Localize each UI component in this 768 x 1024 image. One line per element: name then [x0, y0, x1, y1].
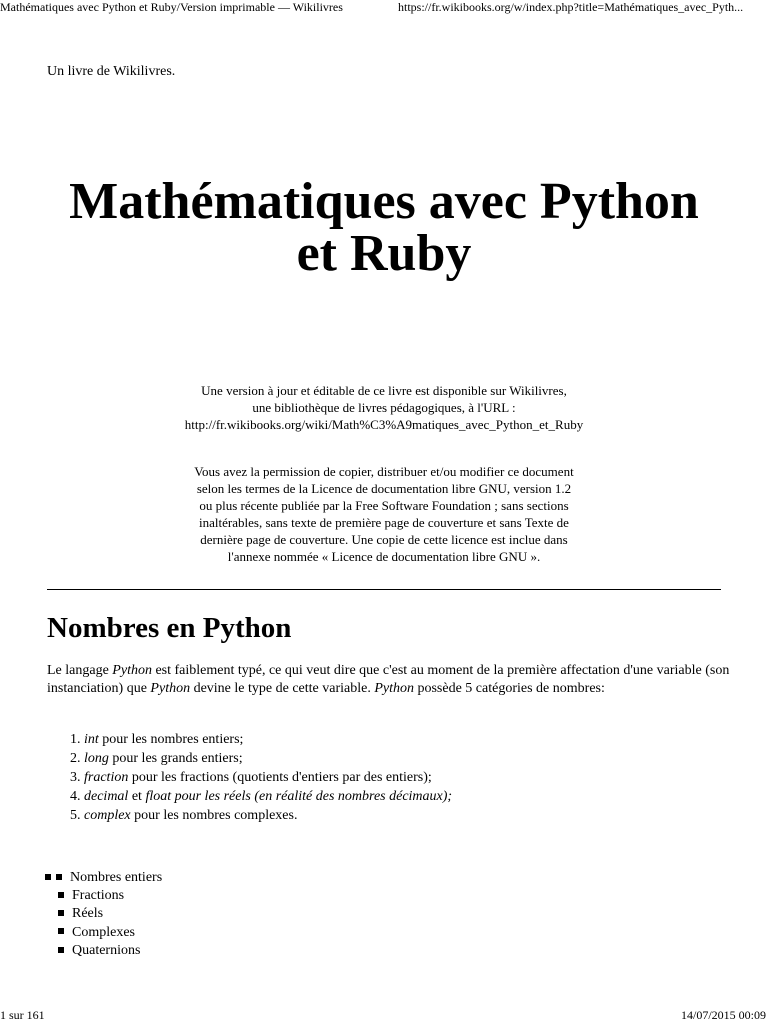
print-header-title: Mathématiques avec Python et Ruby/Version imprimable — Wikilivres — [0, 0, 343, 14]
type-name: long — [84, 751, 109, 766]
license-line: l'annexe nommée « Licence de documentation libre GNU ». — [227, 549, 541, 564]
square-bullet-icon — [58, 947, 64, 953]
subpage-link[interactable]: Nombres entiers — [70, 870, 163, 885]
license-line: Vous avez la permission de copier, distribuer et/ou modifier ce document — [194, 464, 574, 479]
intro-text: est faiblement typé, ce qui veut dire que c'est au moment de la première affectation d'une variable (son instanciation) que — [47, 663, 730, 696]
type-name: decimal — [84, 789, 129, 804]
square-bullet-icon — [58, 892, 64, 898]
list-item — [45, 887, 162, 905]
book-title — [0, 173, 768, 282]
square-bullet-icon — [56, 874, 62, 880]
square-bullet-icon — [58, 910, 64, 916]
license-line: inaltérables, sans texte de première page de couverture et sans Texte de — [199, 515, 569, 530]
intro-emphasis: Python — [374, 681, 414, 696]
intro-text: devine le type de cette variable. — [190, 681, 375, 696]
intro-emphasis: Python — [112, 663, 152, 678]
type-description: pour les nombres entiers; — [98, 732, 244, 747]
list-number: 4. — [70, 789, 81, 804]
list-item — [45, 942, 162, 960]
subpage-link[interactable]: Fractions — [72, 888, 125, 904]
list-item — [70, 787, 452, 806]
section-heading: Nombres en Python — [47, 612, 292, 644]
square-bullet-icon — [58, 928, 64, 934]
print-footer-page: 1 sur 161 — [0, 1008, 45, 1022]
intro-paragraph — [47, 662, 737, 698]
subpage-link[interactable]: Réels — [72, 906, 104, 922]
list-item — [70, 768, 452, 787]
subpage-link[interactable]: Quaternions — [72, 942, 141, 958]
type-name: fraction — [84, 770, 129, 785]
print-header-url: https://fr.wikibooks.org/w/index.php?title=Mathématiques_avec_Pyth... — [398, 0, 744, 14]
type-name: complex — [84, 808, 131, 823]
availability-line: Une version à jour et éditable de ce livre est disponible sur Wikilivres, — [201, 383, 567, 398]
book-title-line-1: Mathématiques avec Python — [69, 173, 699, 230]
list-number: 3. — [70, 770, 81, 785]
list-item — [45, 905, 162, 923]
license-line: ou plus récente publiée par la Free Software Foundation ; sans sections — [199, 498, 569, 513]
square-bullet-icon — [45, 874, 51, 880]
list-item — [70, 730, 452, 749]
intro-text: Le langage — [47, 663, 113, 678]
list-item — [70, 749, 452, 768]
type-description: pour les nombres complexes. — [130, 808, 298, 823]
subpages-list — [45, 869, 162, 960]
type-description: et — [128, 789, 146, 804]
intro-text: possède 5 catégories de nombres: — [413, 681, 605, 696]
list-number: 2. — [70, 751, 81, 766]
list-item — [70, 806, 452, 825]
horizontal-rule — [47, 589, 721, 590]
availability-line: une bibliothèque de livres pédagogiques, à l'URL : — [252, 400, 516, 415]
type-name: int — [84, 732, 99, 747]
type-description: pour les grands entiers; — [108, 751, 243, 766]
list-number: 5. — [70, 808, 81, 823]
book-url-link[interactable]: http://fr.wikibooks.org/wiki/Math%C3%A9matiques_avec_Python_et_Ruby — [184, 417, 584, 432]
intro-emphasis: Python — [150, 681, 191, 696]
number-types-list — [70, 730, 452, 825]
subpage-link[interactable]: Complexes — [72, 924, 135, 940]
list-item — [45, 869, 162, 887]
list-item — [45, 924, 162, 942]
type-name: float pour les réels (en réalité des nombres décimaux); — [145, 789, 453, 804]
list-number: 1. — [70, 732, 81, 747]
print-footer-datetime: 14/07/2015 00:09 — [680, 1008, 766, 1022]
license-notice — [84, 463, 684, 565]
byline: Un livre de Wikilivres. — [47, 64, 176, 79]
type-description: pour les fractions (quotients d'entiers par des entiers); — [128, 770, 432, 785]
availability-notice — [84, 382, 684, 433]
license-line: selon les termes de la Licence de documentation libre GNU, version 1.2 — [196, 481, 572, 496]
book-title-line-2: et Ruby — [296, 225, 472, 282]
license-line: dernière page de couverture. Une copie de cette licence est inclue dans — [200, 532, 568, 547]
